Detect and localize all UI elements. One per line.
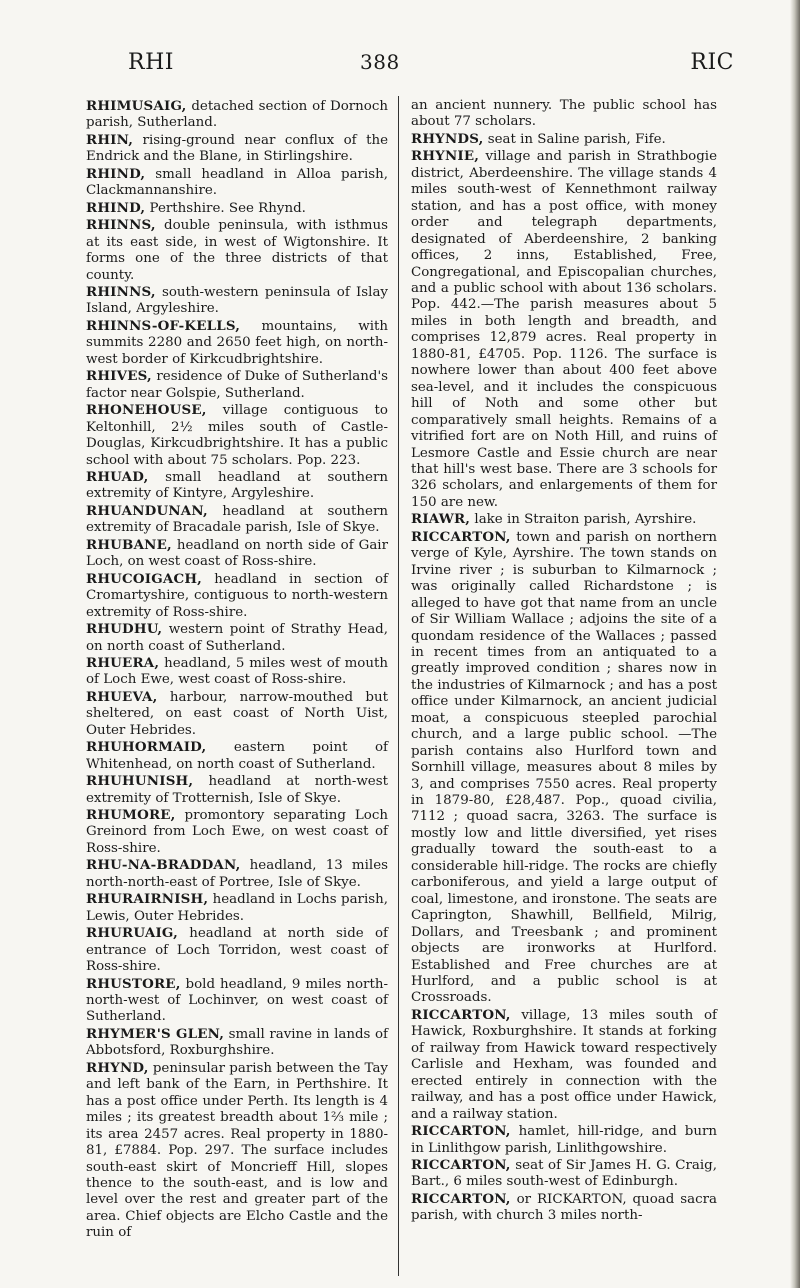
entry-text: south-western peninsula of Islay Island, Argyleshire. [86,284,388,317]
entry-headword: RICCARTON, [411,528,511,545]
gazetteer-entry [86,402,388,469]
entry-text: small headland in Alloa parish, Clackmannanshire. [86,166,388,199]
gazetteer-entry [411,1007,717,1123]
gazetteer-entry [86,571,388,621]
entry-headword: RHUHORMAID, [86,739,207,756]
entry-headword: RHIND, [86,199,146,216]
gazetteer-entry [86,537,388,571]
gazetteer-entry [86,807,388,857]
entry-text: small headland at southern extremity of Kintyre, Argyleshire. [86,469,388,502]
entry-headword: RHYND, [86,1059,149,1076]
gazetteer-entry [86,200,388,217]
gazetteer-entry [86,217,388,284]
entry-headword: RHUERA, [86,654,160,671]
gazetteer-entry [86,318,388,368]
page-header [60,50,740,80]
entry-text: or RICKARTON, quoad sacra parish, with church 3 miles north- [411,1191,717,1224]
left-column [86,98,388,1242]
gazetteer-entry [86,368,388,402]
entry-text: headland, 5 miles west of mouth of Loch Ewe, west coast of Ross-shire. [86,655,388,688]
entry-headword: RICCARTON, [411,1157,511,1173]
entry-headword: RHINNS, [86,283,156,300]
entry-text: eastern point of Whitenhead, on north coast of Sutherland. [86,740,388,772]
entry-text: headland, 13 miles north-north-east of Portree, Isle of Skye. [86,858,388,890]
right-column [411,98,717,1225]
page-number: 388 [360,50,400,74]
entry-text: double peninsula, with isthmus at its east side, in west of Wigtonshire. It forms one of the three districts of that county. [86,218,388,283]
entry-text: bold headland, 9 miles north-north-west of Lochinver, on west coast of Sutherland. [86,976,388,1025]
running-head-right: RIC [690,50,734,75]
entry-text: headland in Lochs parish, Lewis, Outer Hebrides. [86,892,388,924]
entry-text: headland on north side of Gair Loch, on west coast of Ross-shire. [86,537,388,570]
page-edge [790,0,800,1288]
entry-text: promontory separating Loch Greinord from Loch Ewe, on west coast of Ross-shire. [86,808,388,856]
entry-text: mountains, with summits 2280 and 2650 feet high, on north-west border of Kirkcudbrightshire. [86,318,388,367]
gazetteer-entry [86,773,388,807]
gazetteer-entry [86,689,388,739]
gazetteer-entry [411,98,717,131]
entry-text: residence of Duke of Sutherland's factor near Golspie, Sutherland. [86,369,388,401]
gazetteer-entry [86,1026,388,1060]
entry-text: headland at north-west extremity of Trotternish, Isle of Skye. [86,774,388,806]
entry-headword: RHU-NA-BRADDAN, [86,857,241,874]
gazetteer-entry [411,529,717,1007]
entry-headword: RHUEVA, [86,688,158,705]
column-divider [398,96,399,1276]
entry-headword: RHYMER'S GLEN, [86,1025,225,1042]
entry-headword: RHUMORE, [86,807,176,824]
entry-headword: RHUCOIGACH, [86,570,203,587]
entry-headword: RHYNIE, [411,148,480,165]
gazetteer-entry [411,511,717,528]
entry-text: small ravine in lands of Abbotsford, Roxburghshire. [86,1026,388,1059]
entry-text: an ancient nunnery. The public school has about 77 scholars. [411,98,717,130]
gazetteer-entry [86,976,388,1026]
entry-headword: RICCARTON, [411,1006,511,1023]
gazetteer-entry [86,166,388,200]
gazetteer-entry [86,739,388,773]
entry-headword: RHUBANE, [86,536,172,553]
entry-text: western point of Strathy Head, on north coast of Sutherland. [86,622,388,654]
gazetteer-entry [86,1060,388,1242]
entry-headword: RHURUAIG, [86,925,178,942]
gazetteer-entry [86,655,388,689]
entry-headword: RHINNS-OF-KELLS, [86,317,241,334]
entry-text: seat in Saline parish, Fife. [483,131,666,147]
entry-text: village contiguous to Keltonhill, 2½ miles south of Castle-Douglas, Kirkcudbrightshire. It has a public school with about 75 scholars. Pop. 223. [86,403,388,468]
entry-headword: RHIN, [86,131,134,148]
entry-text: town and parish on northern verge of Kyle, Ayrshire. The town stands on Irvine river ; is suburban to Kilmarnock ; was originally called Richardstone ; is alleged to have got that name from an uncle of Sir William Wallace ; adjoins the site of a quondam residence of the Wallaces ; passed in recent times from an antiquated to a greatly improved condition ; shares now in the industries of Kilmarnock ; and has a post office under Kilmarnock, an ancient judicial moat, a conspicuous steepled parochial church, and a large public school. —The parish contains also Hurlford town and Sornhill village, measures about 8 miles by 3, and comprises 7550 acres. Real property in 1879-80, £28,487. Pop., quoad civilia, 7112 ; quoad sacra, 3263. The surface is mostly low and little diversified, yet rises gradually toward the south-east to a considerable hill-ridge. The rocks are chiefly carboniferous, and yield a large output of coal, limestone, and ironstone. The seats are Caprington, Shawhill, Bellfield, Milrig, Dollars, and Treesbank ; and prominent objects are ironworks at Hurlford. Established and Free churches are at Hurlford, and a public school is at Crossroads. [411,529,717,1006]
entry-text: seat of Sir James H. G. Craig, Bart., 6 miles south-west of Edinburgh. [411,1158,717,1190]
entry-text: headland in section of Cromartyshire, contiguous to north-western extremity of Ross-shire. [86,571,388,620]
entry-headword: RHINNS, [86,217,156,234]
entry-text: lake in Straiton parish, Ayrshire. [470,512,697,528]
gazetteer-entry [86,132,388,166]
gazetteer-entry [86,469,388,503]
entry-headword: RHIND, [86,165,146,182]
entry-headword: RHYNDS, [411,130,484,147]
entry-text: detached section of Dornoch parish, Sutherland. [86,99,388,131]
gazetteer-entry [411,1157,717,1191]
gazetteer-entry [411,131,717,148]
entry-headword: RHUSTORE, [86,975,181,992]
entry-text: hamlet, hill-ridge, and burn in Linlithgow parish, Linlithgowshire. [411,1124,717,1156]
gazetteer-entry [86,857,388,891]
gazetteer-entry [86,284,388,318]
gazetteer-entry [86,925,388,975]
entry-headword: RHIMUSAIG, [86,98,187,114]
entry-headword: RHUDHU, [86,621,163,638]
entry-headword: RHURAIRNISH, [86,891,209,908]
gazetteer-entry [86,891,388,925]
running-head-left: RHI [128,50,174,75]
gazetteer-entry [411,1123,717,1157]
entry-text: headland at southern extremity of Bracadale parish, Isle of Skye. [86,503,388,536]
gazetteer-entry [86,98,388,132]
entry-text: rising-ground near conflux of the Endrick and the Blane, in Stirlingshire. [86,132,388,165]
entry-headword: RICCARTON, [411,1123,511,1140]
entry-headword: RHUANDUNAN, [86,502,208,519]
entry-text: Perthshire. See Rhynd. [145,200,306,216]
entry-text: village and parish in Strathbogie district, Aberdeenshire. The village stands 4 miles south-west of Kennethmont railway station, and has a post office, with money order and telegraph departments, designated of Aberdeenshire, 2 banking offices, 2 inns, Established, Free, Congregational, and Episcopalian churches, and a public school with about 136 scholars. Pop. 442.—The parish measures about 5 miles in both length and breadth, and comprises 12,879 acres. Real property in 1880-81, £4705. Pop. 1126. The surface is nowhere lower than about 400 feet above sea-level, and it includes the conspicuous hill of Noth and some other but comparatively small heights. Remains of a vitrified fort are on Noth Hill, and ruins of Lesmore Castle and Essie church are near that hill's west base. There are 3 schools for 326 scholars, and enlargements of them for 150 are new. [411,149,717,510]
entry-headword: RHONEHOUSE, [86,402,207,419]
gazetteer-entry [86,503,388,537]
entry-headword: RHIVES, [86,368,152,385]
entry-text: village, 13 miles south of Hawick, Roxburghshire. It stands at forking of railway from Hawick toward respectively Carlisle and Hexham, was founded and erected entirely in connection with the railway, and has a post office under Hawick, and a railway station. [411,1007,717,1122]
entry-headword: RHUAD, [86,468,149,485]
entry-text: harbour, narrow-mouthed but sheltered, on east coast of North Uist, Outer Hebrides. [86,689,388,738]
entry-headword: RIAWR, [411,511,471,528]
entry-headword: RHUHUNISH, [86,773,194,790]
gazetteer-entry [411,148,717,511]
entry-text: peninsular parish between the Tay and left bank of the Earn, in Perthshire. It has a post office under Perth. Its length is 4 miles ; its greatest breadth about 1⅔ mile ; its area 2457 acres. Real property in 1880-81, £7884. Pop. 297. The surface includes south-east skirt of Moncrieff Hill, slopes thence to the south-east, and is low and level over the rest and greater part of the area. Chief objects are Elcho Castle and the ruin of [86,1060,388,1241]
entry-text: headland at north side of entrance of Loch Torridon, west coast of Ross-shire. [86,926,388,975]
gazetteer-entry [411,1191,717,1225]
entry-headword: RICCARTON, [411,1190,511,1207]
gazetteer-entry [86,621,388,655]
